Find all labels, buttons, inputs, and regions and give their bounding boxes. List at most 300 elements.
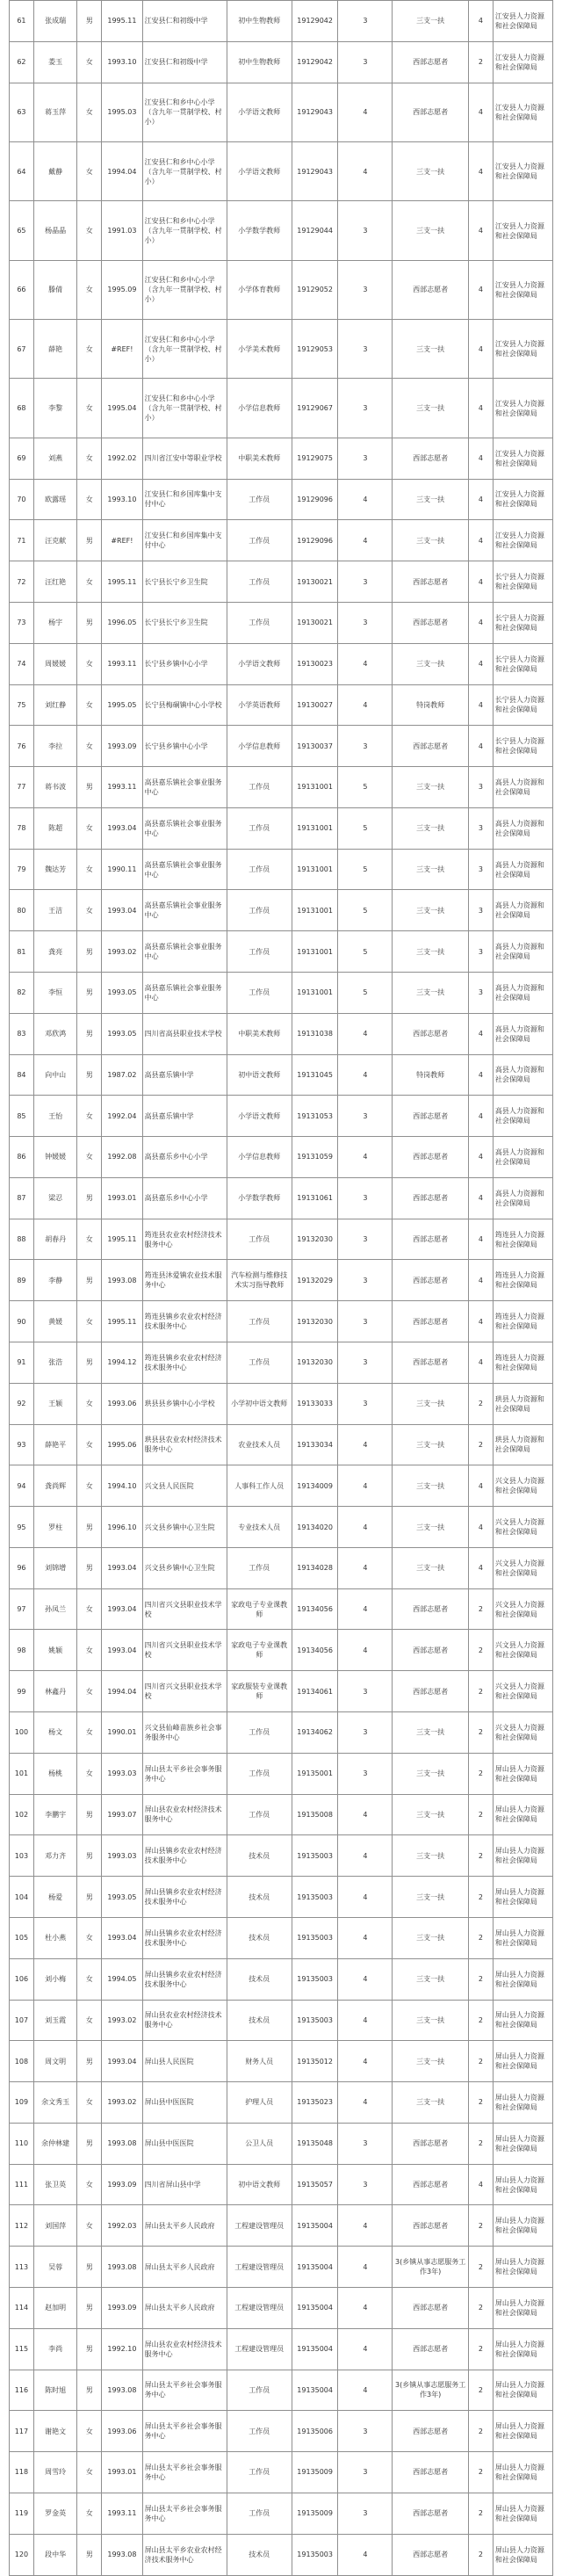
- count-cell: 4: [338, 1917, 393, 1958]
- position-code-cell: 19135023: [292, 2082, 338, 2124]
- birth-cell: 1993.06: [102, 2411, 142, 2452]
- employer-cell: 兴文县人民医院: [142, 1465, 227, 1507]
- project-cell: 三支一扶: [393, 1794, 469, 1835]
- employer-cell: 筠连县沐爱镇农业技术服务中心: [142, 1260, 227, 1301]
- count-cell: 3: [338, 1753, 393, 1794]
- seq-cell: 118: [10, 2452, 34, 2493]
- seq-cell: 84: [10, 1054, 34, 1096]
- quota-cell: 4: [468, 684, 493, 726]
- employer-cell: 长宁县梅硐镇中心小学校: [142, 684, 227, 726]
- employer-cell: 高县嘉乐镇中学: [142, 1096, 227, 1137]
- project-cell: 三支一扶: [393, 201, 469, 260]
- count-cell: 3: [338, 2452, 393, 2493]
- employer-cell: 高县嘉乐乡中心小学: [142, 1177, 227, 1219]
- table-row: [10, 479, 553, 520]
- gender-cell: 女: [77, 83, 102, 141]
- employer-cell: 四川省兴文县职业技术学校: [142, 1588, 227, 1630]
- position-cell: 公卫人员: [227, 2123, 292, 2164]
- department-cell: 长宁县人力资源和社会保障局: [493, 643, 552, 684]
- count-cell: 4: [338, 643, 393, 684]
- department-cell: 屏山县人力资源和社会保障局: [493, 1877, 552, 1918]
- gender-cell: 女: [77, 2164, 102, 2205]
- project-cell: 西部志愿者: [393, 2205, 469, 2247]
- name-cell: 王怡: [33, 1096, 77, 1137]
- position-cell: 护理人员: [227, 2082, 292, 2124]
- department-cell: 长宁县人力资源和社会保障局: [493, 726, 552, 767]
- table-row: [10, 1835, 553, 1877]
- department-cell: 江安县人力资源和社会保障局: [493, 41, 552, 83]
- birth-cell: 1990.11: [102, 849, 142, 890]
- table-row: [10, 561, 553, 603]
- project-cell: 三支一扶: [393, 890, 469, 931]
- employer-cell: 江安县仁和初级中学: [142, 1, 227, 42]
- position-cell: 汽车检测与维修技术实习指导教师: [227, 1260, 292, 1301]
- seq-cell: 70: [10, 479, 34, 520]
- birth-cell: 1993.11: [102, 643, 142, 684]
- quota-cell: 2: [468, 1588, 493, 1630]
- department-cell: 筠连县人力资源和社会保障局: [493, 1260, 552, 1301]
- birth-cell: 1993.09: [102, 726, 142, 767]
- department-cell: 屏山县人力资源和社会保障局: [493, 2247, 552, 2288]
- table-row: [10, 2370, 553, 2411]
- employer-cell: 高县嘉乐镇社会事业服务中心: [142, 849, 227, 890]
- employer-cell: 屏山县镇乡农业农村经济技术服务中心: [142, 1917, 227, 1958]
- table-row: [10, 2164, 553, 2205]
- birth-cell: 1992.10: [102, 2328, 142, 2370]
- count-cell: 3: [338, 2164, 393, 2205]
- birth-cell: 1993.09: [102, 2287, 142, 2328]
- position-code-cell: 19135004: [292, 2287, 338, 2328]
- department-cell: 屏山县人力资源和社会保障局: [493, 2041, 552, 2082]
- table-row: [10, 83, 553, 141]
- employer-cell: 屏山县太平乡人民政府: [142, 2205, 227, 2247]
- department-cell: 长宁县人力资源和社会保障局: [493, 684, 552, 726]
- position-code-cell: 19131001: [292, 807, 338, 849]
- seq-cell: 76: [10, 726, 34, 767]
- table-row: [10, 1219, 553, 1260]
- position-code-cell: 19135001: [292, 1753, 338, 1794]
- table-row: [10, 1054, 553, 1096]
- position-cell: 工作员: [227, 1753, 292, 1794]
- project-cell: 西部志愿者: [393, 41, 469, 83]
- department-cell: 兴文县人力资源和社会保障局: [493, 1712, 552, 1754]
- project-cell: 西部志愿者: [393, 260, 469, 319]
- position-code-cell: 19132030: [292, 1219, 338, 1260]
- gender-cell: 女: [77, 1301, 102, 1342]
- project-cell: 三支一扶: [393, 1958, 469, 2000]
- department-cell: 高县人力资源和社会保障局: [493, 767, 552, 808]
- table-row: [10, 2247, 553, 2288]
- gender-cell: 女: [77, 2452, 102, 2493]
- seq-cell: 66: [10, 260, 34, 319]
- seq-cell: 63: [10, 83, 34, 141]
- count-cell: 4: [338, 2247, 393, 2288]
- position-code-cell: 19135057: [292, 2164, 338, 2205]
- birth-cell: 1995.11: [102, 561, 142, 603]
- seq-cell: 83: [10, 1013, 34, 1054]
- birth-cell: 1993.11: [102, 2493, 142, 2534]
- gender-cell: 女: [77, 1465, 102, 1507]
- position-code-cell: 19129053: [292, 320, 338, 379]
- employer-cell: 屏山县太平乡社会事务服务中心: [142, 2370, 227, 2411]
- table-row: [10, 807, 553, 849]
- quota-cell: 2: [468, 1877, 493, 1918]
- count-cell: 4: [338, 1877, 393, 1918]
- name-cell: 刘国萍: [33, 2205, 77, 2247]
- seq-cell: 71: [10, 520, 34, 561]
- count-cell: 4: [338, 2041, 393, 2082]
- count-cell: 3: [338, 1383, 393, 1424]
- quota-cell: 2: [468, 2328, 493, 2370]
- quota-cell: 2: [468, 1712, 493, 1754]
- position-code-cell: 19133033: [292, 1383, 338, 1424]
- birth-cell: 1993.05: [102, 1013, 142, 1054]
- table-row: [10, 1753, 553, 1794]
- count-cell: 4: [338, 684, 393, 726]
- project-cell: 西部志愿者: [393, 2123, 469, 2164]
- position-cell: 技术员: [227, 1917, 292, 1958]
- birth-cell: 1993.02: [102, 2000, 142, 2041]
- project-cell: 三支一扶: [393, 1507, 469, 1548]
- position-code-cell: 19131001: [292, 972, 338, 1013]
- position-code-cell: 19135004: [292, 2247, 338, 2288]
- project-cell: 三支一扶: [393, 972, 469, 1013]
- seq-cell: 115: [10, 2328, 34, 2370]
- employer-cell: 筠连县农业农村经济技术服务中心: [142, 1219, 227, 1260]
- project-cell: 西部志愿者: [393, 1588, 469, 1630]
- birth-cell: 1993.08: [102, 2247, 142, 2288]
- name-cell: 黄媛: [33, 1301, 77, 1342]
- table-row: [10, 643, 553, 684]
- gender-cell: 男: [77, 2287, 102, 2328]
- employer-cell: 兴文县乡镇中心卫生院: [142, 1507, 227, 1548]
- employer-cell: 屏山县中医医院: [142, 2123, 227, 2164]
- count-cell: 3: [338, 1219, 393, 1260]
- birth-cell: 1995.06: [102, 1424, 142, 1465]
- project-cell: 西部志愿者: [393, 2287, 469, 2328]
- birth-cell: 1991.03: [102, 201, 142, 260]
- birth-cell: 1993.10: [102, 479, 142, 520]
- department-cell: 屏山县人力资源和社会保障局: [493, 2082, 552, 2124]
- position-cell: 小学英语教师: [227, 684, 292, 726]
- birth-cell: 1994.04: [102, 141, 142, 200]
- name-cell: 周雪玲: [33, 2452, 77, 2493]
- department-cell: 高县人力资源和社会保障局: [493, 1013, 552, 1054]
- seq-cell: 92: [10, 1383, 34, 1424]
- name-cell: 杨宇: [33, 602, 77, 643]
- seq-cell: 94: [10, 1465, 34, 1507]
- position-code-cell: 19134020: [292, 1507, 338, 1548]
- employer-cell: 珙县县乡镇中心小学校: [142, 1383, 227, 1424]
- gender-cell: 女: [77, 1753, 102, 1794]
- project-cell: 三支一扶: [393, 1383, 469, 1424]
- table-row: [10, 379, 553, 438]
- name-cell: 邓力齐: [33, 1835, 77, 1877]
- birth-cell: 1993.06: [102, 1383, 142, 1424]
- position-code-cell: 19134056: [292, 1630, 338, 1671]
- name-cell: 蒋书波: [33, 767, 77, 808]
- department-cell: 筠连县人力资源和社会保障局: [493, 1342, 552, 1384]
- count-cell: 5: [338, 849, 393, 890]
- gender-cell: 女: [77, 1096, 102, 1137]
- table-row: [10, 602, 553, 643]
- position-code-cell: 19132029: [292, 1260, 338, 1301]
- name-cell: 李拉: [33, 726, 77, 767]
- name-cell: 杨爱: [33, 1877, 77, 1918]
- name-cell: 刘玉霞: [33, 2000, 77, 2041]
- department-cell: 江安县人力资源和社会保障局: [493, 520, 552, 561]
- quota-cell: 4: [468, 83, 493, 141]
- quota-cell: 4: [468, 602, 493, 643]
- department-cell: 屏山县人力资源和社会保障局: [493, 2205, 552, 2247]
- seq-cell: 95: [10, 1507, 34, 1548]
- employer-cell: 兴文县仙峰苗族乡社会事务服务中心: [142, 1712, 227, 1754]
- position-code-cell: 19130023: [292, 643, 338, 684]
- quota-cell: 2: [468, 2205, 493, 2247]
- employer-cell: 长宁县乡镇中心小学: [142, 643, 227, 684]
- quota-cell: 4: [468, 561, 493, 603]
- seq-cell: 104: [10, 1877, 34, 1918]
- candidate-table: [9, 0, 553, 2576]
- gender-cell: 女: [77, 849, 102, 890]
- gender-cell: 男: [77, 1835, 102, 1877]
- name-cell: 杨桃: [33, 1753, 77, 1794]
- position-code-cell: 19129043: [292, 141, 338, 200]
- name-cell: 余文秀玉: [33, 2082, 77, 2124]
- project-cell: 西部志愿者: [393, 2411, 469, 2452]
- department-cell: 筠连县人力资源和社会保障局: [493, 1301, 552, 1342]
- employer-cell: 江安县仁和乡中心小学（含九年一贯制学校、村小）: [142, 201, 227, 260]
- name-cell: 周文明: [33, 2041, 77, 2082]
- table-row: [10, 684, 553, 726]
- employer-cell: 高县嘉乐镇社会事业服务中心: [142, 972, 227, 1013]
- count-cell: 3: [338, 1, 393, 42]
- quota-cell: 4: [468, 1547, 493, 1588]
- position-cell: 小学信息教师: [227, 379, 292, 438]
- project-cell: 三支一扶: [393, 379, 469, 438]
- employer-cell: 江安县仁和乡中心小学（含九年一贯制学校、村小）: [142, 260, 227, 319]
- employer-cell: 屏山县太平乡社会事务服务中心: [142, 1753, 227, 1794]
- project-cell: 西部志愿者: [393, 1630, 469, 1671]
- position-cell: 小学体育教师: [227, 260, 292, 319]
- quota-cell: 4: [468, 1137, 493, 1178]
- position-cell: 工程建设管理员: [227, 2287, 292, 2328]
- position-cell: 小学数学教师: [227, 1177, 292, 1219]
- position-code-cell: 19129067: [292, 379, 338, 438]
- birth-cell: 1993.08: [102, 2370, 142, 2411]
- project-cell: 三支一扶: [393, 807, 469, 849]
- department-cell: 珙县人力资源和社会保障局: [493, 1424, 552, 1465]
- position-code-cell: 19135009: [292, 2493, 338, 2534]
- name-cell: 吴蓉: [33, 2247, 77, 2288]
- quota-cell: 2: [468, 2000, 493, 2041]
- gender-cell: 女: [77, 1917, 102, 1958]
- position-code-cell: 19129043: [292, 83, 338, 141]
- count-cell: 4: [338, 479, 393, 520]
- birth-cell: #REF!: [102, 520, 142, 561]
- position-code-cell: 19131001: [292, 890, 338, 931]
- position-cell: 小学语文教师: [227, 643, 292, 684]
- department-cell: 屏山县人力资源和社会保障局: [493, 2328, 552, 2370]
- count-cell: 5: [338, 890, 393, 931]
- seq-cell: 120: [10, 2534, 34, 2575]
- table-row: [10, 2000, 553, 2041]
- position-cell: 工作员: [227, 767, 292, 808]
- seq-cell: 68: [10, 379, 34, 438]
- gender-cell: 女: [77, 260, 102, 319]
- seq-cell: 110: [10, 2123, 34, 2164]
- department-cell: 高县人力资源和社会保障局: [493, 1177, 552, 1219]
- position-cell: 农业技术人员: [227, 1424, 292, 1465]
- position-cell: 工作员: [227, 890, 292, 931]
- department-cell: 屏山县人力资源和社会保障局: [493, 1958, 552, 2000]
- project-cell: 西部志愿者: [393, 2534, 469, 2575]
- position-code-cell: 19135006: [292, 2411, 338, 2452]
- gender-cell: 男: [77, 1342, 102, 1384]
- birth-cell: 1995.05: [102, 684, 142, 726]
- count-cell: 3: [338, 1342, 393, 1384]
- quota-cell: 4: [468, 1, 493, 42]
- position-cell: 小学美术教师: [227, 320, 292, 379]
- count-cell: 4: [338, 2534, 393, 2575]
- position-code-cell: 19130021: [292, 602, 338, 643]
- quota-cell: 2: [468, 1917, 493, 1958]
- department-cell: 江安县人力资源和社会保障局: [493, 438, 552, 479]
- count-cell: 4: [338, 1507, 393, 1548]
- seq-cell: 100: [10, 1712, 34, 1754]
- position-cell: 工程建设管理员: [227, 2247, 292, 2288]
- name-cell: 李尚: [33, 2328, 77, 2370]
- position-cell: 小学数学教师: [227, 201, 292, 260]
- position-code-cell: 19131001: [292, 849, 338, 890]
- position-cell: 工作员: [227, 479, 292, 520]
- position-code-cell: 19132030: [292, 1342, 338, 1384]
- department-cell: 高县人力资源和社会保障局: [493, 1054, 552, 1096]
- seq-cell: 80: [10, 890, 34, 931]
- project-cell: 三支一扶: [393, 1547, 469, 1588]
- name-cell: 汪红艳: [33, 561, 77, 603]
- employer-cell: 屏山县太平乡人民政府: [142, 2287, 227, 2328]
- gender-cell: 男: [77, 1260, 102, 1301]
- count-cell: 3: [338, 561, 393, 603]
- employer-cell: 高县嘉乐乡中心小学: [142, 1137, 227, 1178]
- seq-cell: 102: [10, 1794, 34, 1835]
- position-code-cell: 19135003: [292, 2534, 338, 2575]
- birth-cell: 1993.04: [102, 1630, 142, 1671]
- department-cell: 兴文县人力资源和社会保障局: [493, 1630, 552, 1671]
- position-code-cell: 19135004: [292, 2370, 338, 2411]
- quota-cell: 4: [468, 379, 493, 438]
- birth-cell: 1993.09: [102, 2164, 142, 2205]
- table-row: [10, 41, 553, 83]
- gender-cell: 女: [77, 2205, 102, 2247]
- position-cell: 初中语文教师: [227, 1054, 292, 1096]
- count-cell: 3: [338, 726, 393, 767]
- position-code-cell: 19129044: [292, 201, 338, 260]
- quota-cell: 2: [468, 1835, 493, 1877]
- table-row: [10, 1, 553, 42]
- employer-cell: 高县嘉乐镇社会事业服务中心: [142, 931, 227, 973]
- department-cell: 高县人力资源和社会保障局: [493, 849, 552, 890]
- project-cell: 西部志愿者: [393, 2328, 469, 2370]
- department-cell: 长宁县人力资源和社会保障局: [493, 561, 552, 603]
- count-cell: 4: [338, 2000, 393, 2041]
- employer-cell: 高县嘉乐镇社会事业服务中心: [142, 807, 227, 849]
- count-cell: 4: [338, 1013, 393, 1054]
- quota-cell: 2: [468, 2534, 493, 2575]
- gender-cell: 男: [77, 2041, 102, 2082]
- seq-cell: 111: [10, 2164, 34, 2205]
- position-cell: 小学语文教师: [227, 83, 292, 141]
- table-row: [10, 1671, 553, 1712]
- seq-cell: 99: [10, 1671, 34, 1712]
- seq-cell: 119: [10, 2493, 34, 2534]
- count-cell: 4: [338, 520, 393, 561]
- name-cell: 罗柱: [33, 1507, 77, 1548]
- project-cell: 三支一扶: [393, 520, 469, 561]
- table-row: [10, 2493, 553, 2534]
- name-cell: 薛艳平: [33, 1424, 77, 1465]
- count-cell: 3: [338, 1671, 393, 1712]
- project-cell: 西部志愿者: [393, 1301, 469, 1342]
- employer-cell: 四川省兴文县职业技术学校: [142, 1630, 227, 1671]
- seq-cell: 65: [10, 201, 34, 260]
- department-cell: 兴文县人力资源和社会保障局: [493, 1507, 552, 1548]
- department-cell: 屏山县人力资源和社会保障局: [493, 2370, 552, 2411]
- department-cell: 屏山县人力资源和社会保障局: [493, 1794, 552, 1835]
- quota-cell: 4: [468, 643, 493, 684]
- department-cell: 兴文县人力资源和社会保障局: [493, 1547, 552, 1588]
- gender-cell: 男: [77, 2123, 102, 2164]
- department-cell: 江安县人力资源和社会保障局: [493, 260, 552, 319]
- employer-cell: 筠连县镇乡农业农村经济技术服务中心: [142, 1301, 227, 1342]
- seq-cell: 113: [10, 2247, 34, 2288]
- count-cell: 4: [338, 2287, 393, 2328]
- project-cell: 三支一扶: [393, 931, 469, 973]
- quota-cell: 4: [468, 1465, 493, 1507]
- table-row: [10, 2452, 553, 2493]
- employer-cell: 屏山县太平乡社会事务服务中心: [142, 2411, 227, 2452]
- table-row: [10, 1588, 553, 1630]
- gender-cell: 男: [77, 767, 102, 808]
- position-cell: 技术员: [227, 1958, 292, 2000]
- project-cell: 西部志愿者: [393, 438, 469, 479]
- gender-cell: 女: [77, 479, 102, 520]
- quota-cell: 4: [468, 141, 493, 200]
- birth-cell: 1994.12: [102, 1342, 142, 1384]
- position-code-cell: 19131038: [292, 1013, 338, 1054]
- name-cell: 钟媛媛: [33, 1137, 77, 1178]
- seq-cell: 86: [10, 1137, 34, 1178]
- project-cell: 西部志愿者: [393, 1013, 469, 1054]
- department-cell: 兴文县人力资源和社会保障局: [493, 1588, 552, 1630]
- table-row: [10, 1917, 553, 1958]
- quota-cell: 3: [468, 767, 493, 808]
- seq-cell: 88: [10, 1219, 34, 1260]
- birth-cell: 1994.05: [102, 1958, 142, 2000]
- table-row: [10, 201, 553, 260]
- department-cell: 江安县人力资源和社会保障局: [493, 1, 552, 42]
- department-cell: 高县人力资源和社会保障局: [493, 807, 552, 849]
- table-row: [10, 1424, 553, 1465]
- gender-cell: 女: [77, 201, 102, 260]
- table-row: [10, 1342, 553, 1384]
- quota-cell: 3: [468, 890, 493, 931]
- count-cell: 4: [338, 1137, 393, 1178]
- name-cell: 戴静: [33, 141, 77, 200]
- quota-cell: 2: [468, 2123, 493, 2164]
- count-cell: 5: [338, 807, 393, 849]
